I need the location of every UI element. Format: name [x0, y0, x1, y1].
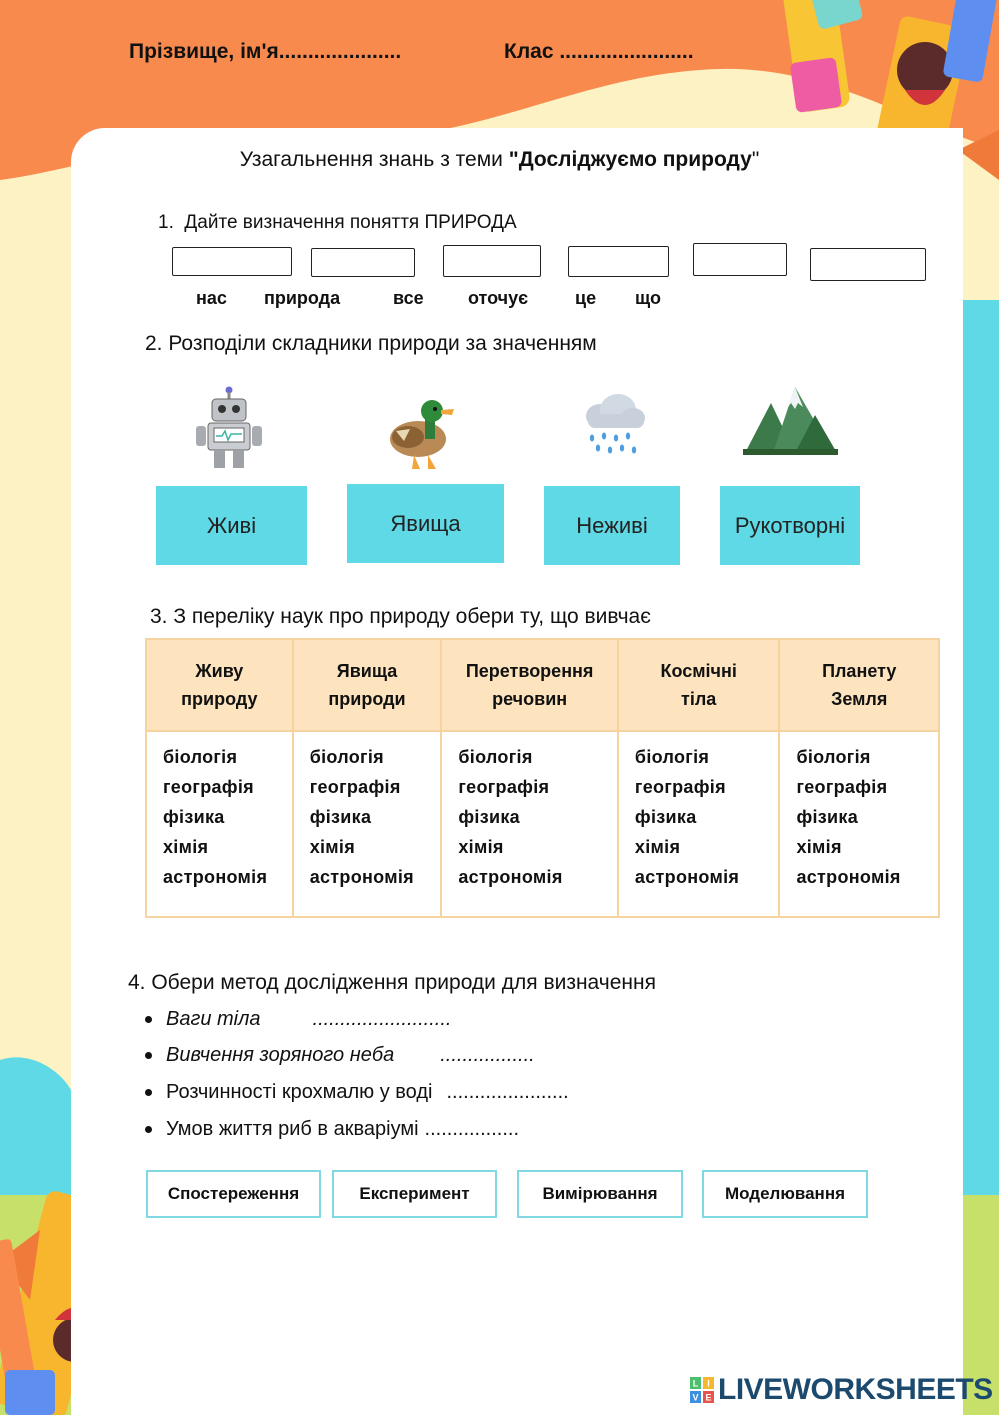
table-row [146, 731, 939, 917]
method-option-observation[interactable]: Спостереження [146, 1170, 321, 1218]
answer-blank[interactable]: ......................... [312, 1008, 452, 1030]
word-chip[interactable]: природа [264, 288, 341, 308]
science-option[interactable]: хімія [309, 837, 356, 857]
logo-letter: L [692, 1378, 699, 1389]
question-4-text: 4. Обери метод дослідження природи для визначення [128, 971, 656, 994]
science-option[interactable]: хімія [163, 837, 209, 857]
rain-cloud-icon[interactable] [578, 390, 648, 460]
science-option[interactable]: фізика [309, 807, 372, 827]
answer-slot-2[interactable] [311, 248, 415, 277]
science-option[interactable]: фізика [163, 807, 225, 827]
method-item-label: Розчинності крохмалю у воді [166, 1081, 433, 1103]
science-option[interactable]: хімія [796, 837, 842, 857]
method-option-modeling[interactable]: Моделювання [702, 1170, 868, 1218]
question-3-text: 3. З переліку наук про природу обери ту, що вивчає [150, 605, 651, 628]
answer-slot-1[interactable] [172, 247, 292, 276]
method-item-label: Вивчення зоряного неба [166, 1044, 395, 1066]
class-label: Клас ....................... [504, 40, 694, 63]
header-line: Перетворення [465, 661, 594, 681]
science-option[interactable]: фізика [796, 807, 859, 827]
table-header [779, 639, 939, 731]
answer-slot-6[interactable] [810, 248, 926, 281]
method-item [145, 1081, 569, 1104]
science-option[interactable]: фізика [634, 807, 697, 827]
answer-slot-3[interactable] [443, 245, 541, 277]
bullet-icon [145, 1089, 152, 1096]
logo-mark-icon [690, 1377, 714, 1403]
answer-slot-4[interactable] [568, 246, 669, 277]
science-option[interactable]: хімія [634, 837, 681, 857]
bullet-icon [145, 1016, 152, 1023]
answer-blank[interactable]: ................. [424, 1118, 520, 1140]
worksheet-title [0, 148, 999, 172]
science-option[interactable]: біологія [796, 747, 871, 767]
science-option[interactable]: астрономія [634, 867, 740, 887]
science-option[interactable]: географія [796, 777, 888, 797]
word-chip[interactable]: все [393, 288, 424, 308]
science-option[interactable]: біологія [458, 747, 533, 767]
category-box-phenomena[interactable]: Явища [347, 484, 504, 563]
question-1-number: 1. [158, 212, 174, 233]
choice-cell [293, 731, 442, 917]
header-line: Земля [831, 689, 888, 709]
science-option[interactable]: біологія [163, 747, 238, 767]
choice-cell [779, 731, 939, 917]
title-prefix: Узагальнення знань з теми [239, 148, 509, 171]
word-chip[interactable]: оточує [468, 288, 529, 308]
science-option[interactable]: географія [309, 777, 401, 797]
method-item-label: Умов життя риб в акваріумі [166, 1118, 419, 1140]
word-chip[interactable]: що [635, 288, 661, 308]
question-1-text: Дайте визначення поняття ПРИРОДА [184, 212, 517, 233]
science-option[interactable]: біологія [634, 747, 710, 767]
bullet-icon [145, 1126, 152, 1133]
method-option-measurement[interactable]: Вимірювання [517, 1170, 683, 1218]
science-option[interactable]: географія [163, 777, 254, 797]
header-line: Живу [195, 661, 244, 681]
category-box-living[interactable]: Живі [156, 486, 307, 565]
header-line: тіла [681, 689, 717, 709]
science-option[interactable]: фізика [458, 807, 520, 827]
science-option[interactable]: географія [458, 777, 550, 797]
science-option[interactable]: географія [634, 777, 726, 797]
mountains-icon[interactable] [743, 385, 838, 457]
method-item-label: Ваги тіла [166, 1008, 261, 1030]
table-header [618, 639, 780, 731]
table-header-row [146, 639, 939, 731]
header-line: Планету [822, 661, 897, 681]
answer-slot-5[interactable] [693, 243, 787, 276]
method-item [145, 1044, 535, 1067]
answer-blank[interactable]: ................. [440, 1044, 535, 1066]
robot-icon[interactable] [192, 386, 266, 470]
header-line: природу [181, 689, 258, 709]
method-item [145, 1008, 451, 1031]
table-header [441, 639, 618, 731]
bullet-icon [145, 1052, 152, 1059]
choice-cell [146, 731, 293, 917]
title-topic: Досліджуємо природу [518, 148, 752, 171]
word-chip[interactable]: це [575, 288, 597, 308]
duck-icon[interactable] [386, 397, 458, 473]
answer-blank[interactable]: ...................... [446, 1081, 569, 1103]
category-box-manmade[interactable]: Рукотворні [720, 486, 860, 565]
logo-text: LIVEWORKSHEETS [718, 1373, 993, 1406]
table-header [293, 639, 442, 731]
category-box-nonliving[interactable]: Неживі [544, 486, 680, 565]
title-quote-close: " [751, 148, 760, 171]
logo-letter: E [705, 1392, 712, 1403]
science-option[interactable]: біологія [309, 747, 384, 767]
question-2-text: 2. Розподіли складники природи за значенням [145, 332, 597, 355]
science-option[interactable]: хімія [458, 837, 504, 857]
table-header [146, 639, 293, 731]
choice-cell [441, 731, 618, 917]
science-option[interactable]: астрономія [458, 867, 563, 887]
header-line: Явища [336, 661, 398, 681]
science-option[interactable]: астрономія [163, 867, 268, 887]
header-line: Космічні [660, 661, 737, 681]
question-1 [158, 212, 517, 234]
word-chip[interactable]: нас [196, 288, 227, 308]
method-option-experiment[interactable]: Експеримент [332, 1170, 497, 1218]
header-line: природи [328, 689, 406, 709]
choice-cell [618, 731, 780, 917]
method-item [145, 1118, 519, 1141]
logo-letter: I [707, 1378, 710, 1389]
science-option[interactable]: астрономія [796, 867, 901, 887]
science-table [145, 638, 940, 918]
liveworksheets-logo [690, 1372, 993, 1408]
title-quote-open: " [508, 148, 519, 171]
science-option[interactable]: астрономія [309, 867, 414, 887]
logo-letter: V [692, 1392, 699, 1403]
student-name-label: Прізвище, ім'я..................... [129, 40, 402, 63]
header-line: речовин [492, 689, 568, 709]
